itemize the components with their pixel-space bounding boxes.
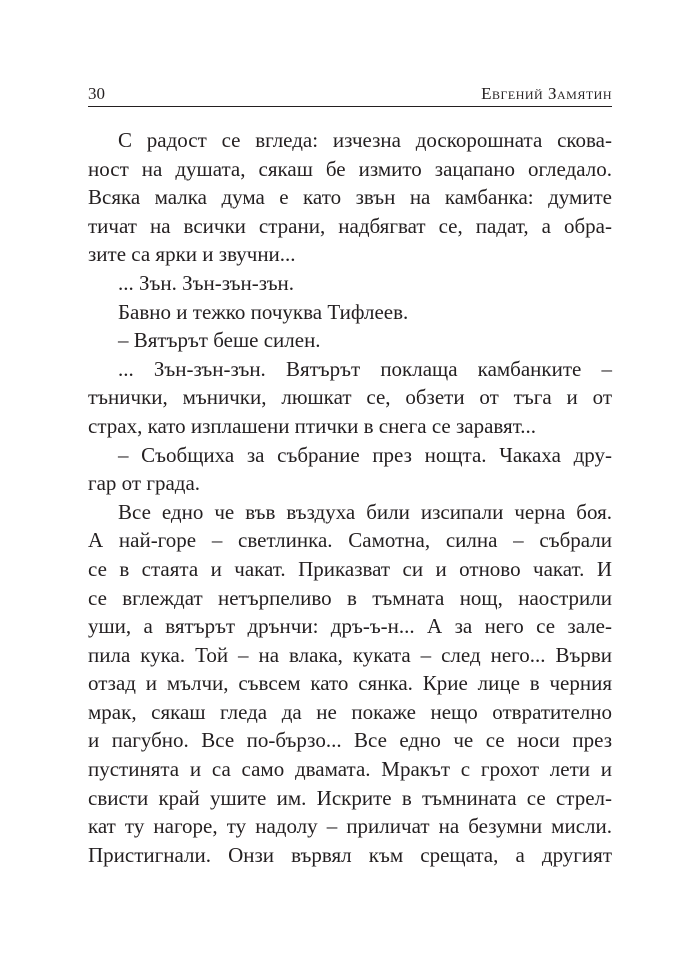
text-line: пила кука. Той – на влака, куката – след него... Върви	[88, 642, 612, 667]
text-line: се вглеждат нетърпеливо в тъмната нощ, наострили	[88, 585, 612, 610]
text-line: Всяка малка дума е като звън на камбанка: думите	[88, 185, 612, 210]
body-text	[88, 126, 612, 869]
text-line: отзад и мълчи, съвсем като сянка. Крие лице в черния	[88, 671, 612, 696]
text-line: кат ту нагоре, ту надолу – приличат на безумни мисли.	[88, 814, 612, 839]
text-line: гар от града.	[88, 471, 201, 496]
text-line: пустинята и са само двамата. Мракът с грохот лети и	[88, 757, 612, 782]
text-line: ... Зън. Зън-зън-зън.	[118, 270, 295, 295]
text-line: С радост се вгледа: изчезна доскорошната скова-	[118, 128, 612, 152]
text-line: уши, а вятърът дрънчи: дръ-ъ-н... А за него се зале-	[88, 614, 612, 639]
text-line: страх, като изплашени птички в снега се заравят...	[88, 413, 537, 438]
text-line: мрак, сякаш гледа да не покаже нещо отвратително	[88, 699, 612, 724]
text-line: зите са ярки и звучни...	[88, 242, 296, 267]
text-line: ност на душата, сякаш бе измито зацапано огледало.	[88, 156, 612, 181]
text-line: Бавно и тежко почуква Тифлеев.	[118, 299, 409, 324]
text-line: тичат на всички страни, надбягват се, падат, а обра-	[88, 213, 612, 238]
text-line: Все едно че във въздуха били изсипали черна боя.	[118, 499, 612, 524]
text-line: се в стаята и чакат. Приказват си и отново чакат. И	[88, 556, 612, 581]
page-header	[88, 80, 612, 107]
text-line: тънички, мънички, люшкат се, обзети от тъга и от	[88, 385, 612, 410]
text-line: А най-горе – светлинка. Самотна, силна – събрали	[88, 528, 612, 553]
running-head-author: Евгений Замятин	[481, 84, 612, 103]
text-line: свисти край ушите им. Искрите в тъмнината се стрел-	[88, 785, 612, 810]
text-line: – Съобщиха за събрание през нощта. Чакаха дру-	[118, 442, 612, 467]
text-line: – Вятърът беше силен.	[118, 328, 321, 353]
text-line: Пристигнали. Онзи вървял към срещата, а другият	[88, 842, 612, 867]
text-line: и пагубно. Все по-бързо... Все едно че се носи през	[88, 728, 612, 753]
text-line: ... Зън-зън-зън. Вятърът поклаща камбанките –	[118, 356, 612, 381]
page-number: 30	[88, 84, 105, 103]
